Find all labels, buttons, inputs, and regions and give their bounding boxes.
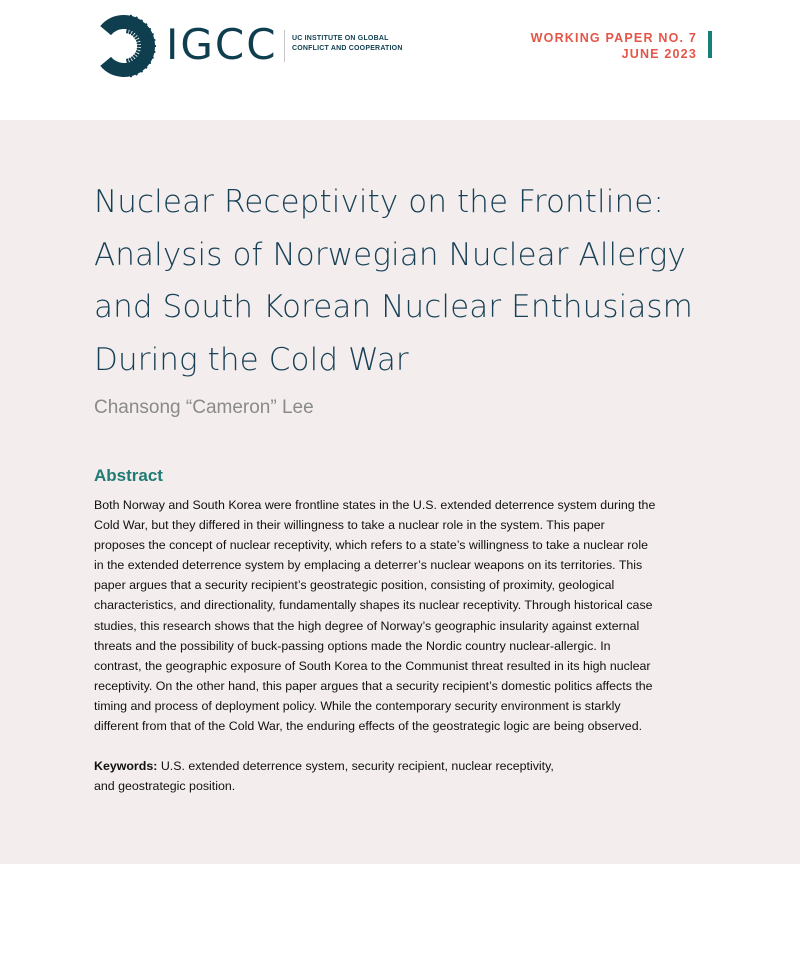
abstract-line: receptivity. On the other hand, this paper argues that a security recipient’s domestic politics affects the [94, 678, 653, 693]
page-header [0, 0, 800, 120]
abstract-line: Both Norway and South Korea were frontline states in the U.S. extended deterrence system during the [94, 498, 656, 512]
title-line: During the Cold War [94, 341, 409, 378]
keywords-label: Keywords: [94, 759, 158, 773]
title-line: Nuclear Receptivity on the Frontline: [94, 184, 664, 220]
accent-bar [708, 31, 712, 58]
abstract-heading: Abstract [94, 466, 163, 485]
title-line: Analysis of Norwegian Nuclear Allergy [94, 236, 686, 273]
abstract-line: proposes the concept of nuclear receptivity, which refers to a state’s willingness to take a nuclear role [94, 538, 648, 553]
abstract-line: paper argues that a security recipient’s geostrategic position, consisting of proximity, geological [94, 578, 615, 593]
publication-date: JUNE 2023 [621, 47, 697, 61]
keywords-line [94, 756, 714, 776]
igcc-logo-icon [92, 14, 156, 78]
logo-tagline-line: UC INSTITUTE ON GLOBAL [292, 35, 389, 42]
abstract-line: characteristics, and directionality, fundamentally shapes its nuclear receptivity. Through historical case [94, 598, 653, 613]
abstract-body [94, 495, 714, 736]
logo-tagline-line: CONFLICT AND COOPERATION [292, 45, 403, 52]
working-paper-number: WORKING PAPER NO. 7 [530, 31, 697, 45]
paper-title [94, 176, 734, 386]
abstract-line: timing and process of deployment policy. While the contemporary security environment is starkly [94, 698, 621, 713]
abstract-line: studies, this research shows that the high degree of Norway’s geographic insularity against external [94, 618, 640, 633]
title-line: and South Korean Nuclear Enthusiasm [94, 289, 693, 325]
abstract-line: in the extended deterrence system by emplacing a deterrer’s nuclear weapons on its territories. This [94, 558, 643, 573]
abstract-line: threats and the possibility of buck-passing options made the Nordic country nuclear-allergic. In [94, 638, 611, 653]
author-name: Chansong “Cameron” Lee [94, 397, 314, 418]
abstract-line: contrast, the geographic exposure of South Korea to the Communist threat resulted in its high nuclear [94, 658, 651, 673]
keywords-text: U.S. extended deterrence system, security recipient, nuclear receptivity, [160, 759, 554, 773]
abstract-line: Cold War, but they differed in their willingness to take a nuclear role in the system. This paper [94, 518, 605, 533]
working-paper-info [531, 30, 697, 62]
logo-wordmark: IGCC [166, 20, 278, 69]
keywords [94, 756, 714, 796]
logo-divider [284, 30, 285, 62]
logo-tagline [292, 34, 422, 54]
keywords-line: and geostrategic position. [94, 779, 236, 793]
abstract-line: different from that of the Cold War, the enduring effects of the geostrategic logic are being observed. [94, 719, 643, 734]
